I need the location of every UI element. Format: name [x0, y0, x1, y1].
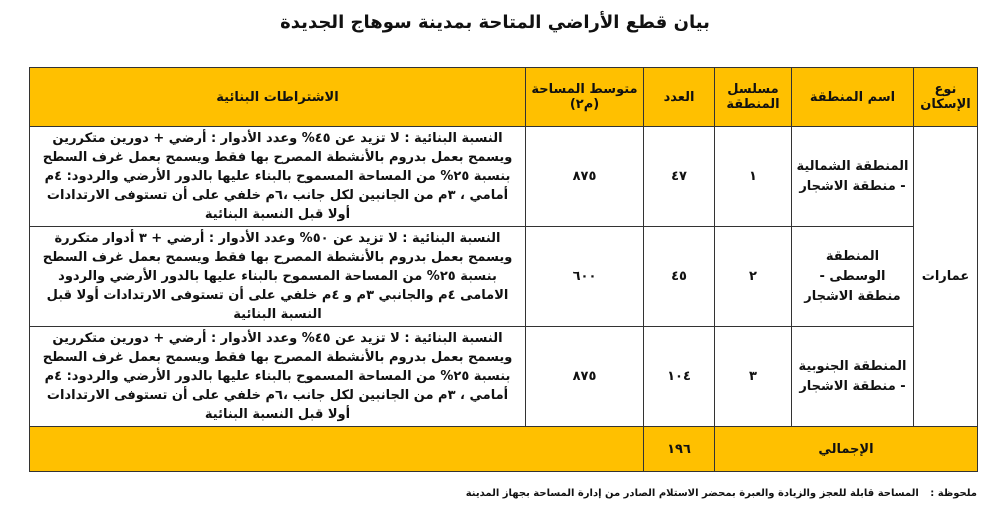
header-count: العدد [644, 68, 715, 127]
header-serial: مسلسل المنطقة [715, 68, 792, 127]
table-row [30, 127, 978, 227]
total-empty-cell [30, 427, 644, 472]
conditions-cell: النسبة البنائية : لا تزيد عن ٤٥% وعدد الأدوار : أرضي + دورين متكررين ويسمح بعمل بدروم بالأنشطة المصرح بها فقط ويسمح بعمل غرف السطح بنسبة ٢٥% من المساحة المسموح بالبناء عليها بالدور الأرضي والردود: ٤م أمامي ، ٣م من الجانبين لكل جانب ،٦م خلفي على أن تستوفى الارتدادات أولا قبل النسبة البنائية [30, 127, 526, 227]
zone-name-cell: المنطقة الوسطى - منطقة الاشجار [792, 227, 914, 327]
zone-name-cell: المنطقة الشمالية - منطقة الاشجار [792, 127, 914, 227]
table-row [30, 227, 978, 327]
count-cell: ٤٧ [644, 127, 715, 227]
housing-type-cell: عمارات [914, 127, 978, 427]
footnote-text: المساحة قابلة للعجز والزيادة والعبرة بمحضر الاستلام الصادر من إدارة المساحة بجهاز المدينة [465, 488, 919, 499]
conditions-cell: النسبة البنائية : لا تزيد عن ٥٠% وعدد الأدوار : أرضي + ٣ أدوار متكررة ويسمح بعمل بدروم بالأنشطة المصرح بها فقط ويسمح بعمل غرف السطح بنسبة ٢٥% من المساحة المسموح بالبناء عليها بالدور الأرضي والردود الامامى ٤م والجانبي ٣م و ٤م خلفي على أن تستوفى الارتدادات أولا قبل النسبة البنائية [30, 227, 526, 327]
table-row [30, 327, 978, 427]
avg-area-cell: ٨٧٥ [526, 127, 644, 227]
zone-name-cell: المنطقة الجنوبية - منطقة الاشجار [792, 327, 914, 427]
page-title: بيان قطع الأراضي المتاحة بمدينة سوهاج الجديدة [280, 12, 710, 33]
land-plots-table [29, 67, 978, 472]
avg-area-cell: ٨٧٥ [526, 327, 644, 427]
total-label: الإجمالي [715, 427, 978, 472]
total-row [30, 427, 978, 472]
serial-cell: ١ [715, 127, 792, 227]
count-cell: ٤٥ [644, 227, 715, 327]
footnote-label: ملحوظة : [930, 488, 977, 499]
total-count: ١٩٦ [644, 427, 715, 472]
header-row [30, 68, 978, 127]
serial-cell: ٣ [715, 327, 792, 427]
header-conditions: الاشتراطات البنائية [30, 68, 526, 127]
conditions-cell: النسبة البنائية : لا تزيد عن ٤٥% وعدد الأدوار : أرضي + دورين متكررين ويسمح بعمل بدروم بالأنشطة المصرح بها فقط ويسمح بعمل غرف السطح بنسبة ٢٥% من المساحة المسموح بالبناء عليها بالدور الأرضي والردود: ٤م أمامي ، ٣م من الجانبين لكل جانب ،٦م خلفي على أن تستوفى الارتدادات أولا قبل النسبة البنائية [30, 327, 526, 427]
avg-area-cell: ٦٠٠ [526, 227, 644, 327]
count-cell: ١٠٤ [644, 327, 715, 427]
footnote [29, 488, 977, 499]
header-avg-area: متوسط المساحة (م٢) [526, 68, 644, 127]
header-zone-name: اسم المنطقة [792, 68, 914, 127]
header-housing-type: نوع الإسكان [914, 68, 978, 127]
serial-cell: ٢ [715, 227, 792, 327]
